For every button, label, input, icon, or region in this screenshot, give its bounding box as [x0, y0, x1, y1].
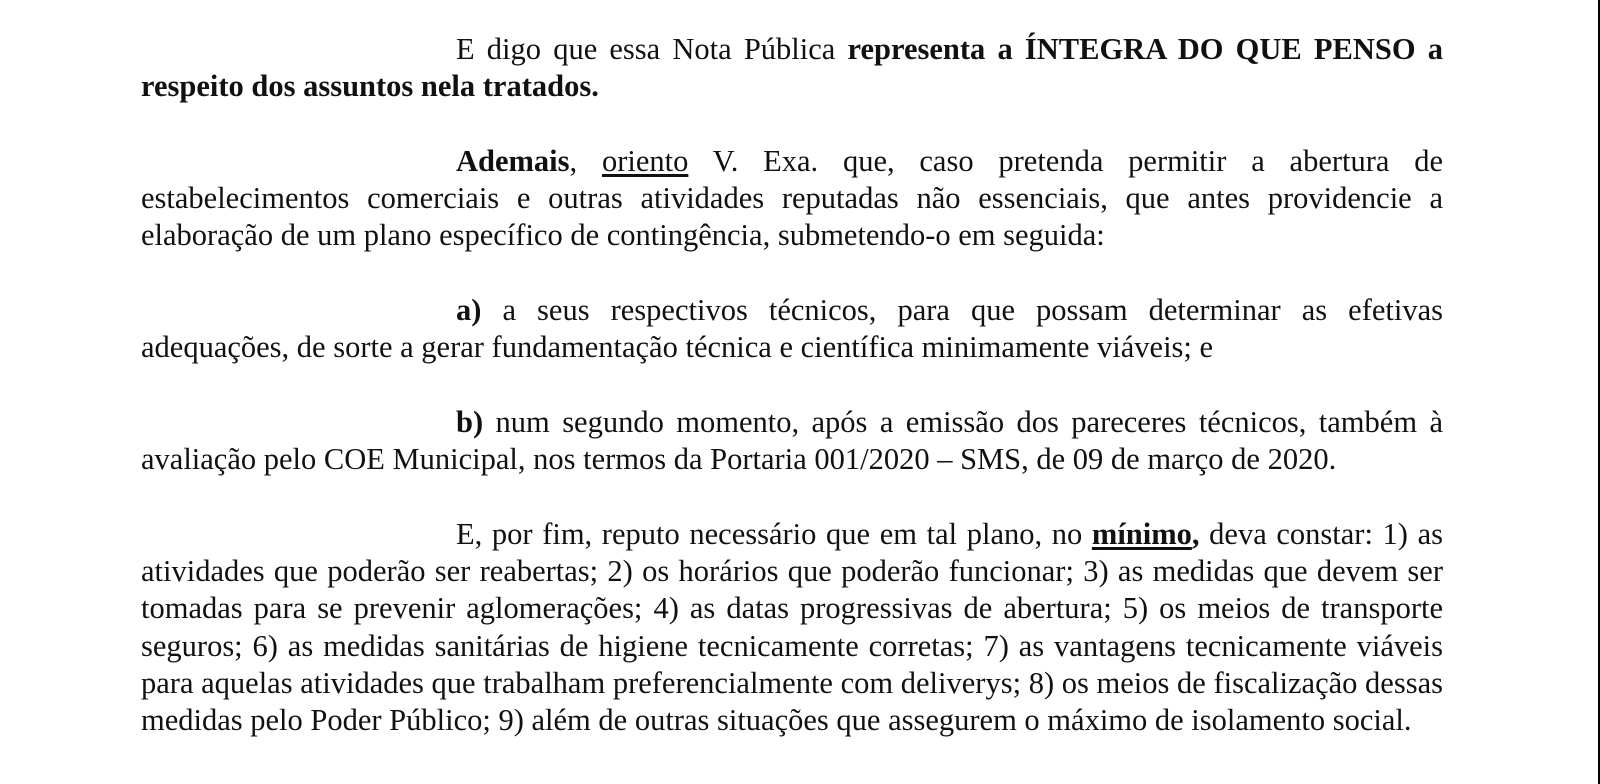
- paragraph-text: ,: [569, 143, 602, 178]
- bold-underlined-text: mínimo: [1091, 516, 1192, 551]
- paragraph-item-b: [141, 404, 1443, 479]
- item-marker: a): [456, 293, 482, 328]
- paragraph-item-a: [141, 292, 1443, 367]
- document-body: [141, 31, 1443, 740]
- bold-text: ,: [1191, 516, 1200, 551]
- underlined-text: oriento: [601, 143, 689, 178]
- paragraph-text: E, por fim, reputo necessário que em tal plano, no: [456, 516, 1092, 551]
- paragraph-text: E digo que essa Nota Pública: [456, 32, 848, 66]
- bold-text: representa a ÍNTEGRA DO QUE PENSO a respeito dos assuntos nela tratados.: [141, 32, 1443, 104]
- paragraph-text: V. Exa. que, caso pretenda permitir a abertura de estabelecimentos comerciais e outras atividades reputadas não essenciais, que antes providencie a elaboração de um plano específico de contingência, submetendo-o em seguida:: [141, 143, 1444, 253]
- paragraph-text: a seus respectivos técnicos, para que possam determinar as efetivas adequações, de sorte a gerar fundamentação técnica e científica minimamente viáveis; e: [141, 293, 1443, 365]
- paragraph-text: num segundo momento, após a emissão dos pareceres técnicos, também à avaliação pelo COE Municipal, nos termos da Portaria 001/2020 – SMS, de 09 de março de 2020.: [141, 404, 1443, 477]
- item-marker: b): [456, 404, 484, 439]
- paragraph-integra: [141, 31, 1443, 106]
- bold-text: Ademais: [456, 143, 570, 178]
- paragraph-ademais: [141, 143, 1443, 255]
- paragraph-text: deva constar: 1) as atividades que poderão ser reabertas; 2) os horários que poderão funcionar; 3) as medidas que devem ser tomadas para se prevenir aglomerações; 4) as datas progressivas de abertura; 5) os meios de transporte seguros; 6) as medidas sanitárias de higiene tecnicamente corretas; 7) as vantagens tecnicamente viáveis para aquelas atividades que trabalham preferencialmente com deliverys; 8) os meios de fiscalização dessas medidas pelo Poder Público; 9) além de outras situações que assegurem o máximo de isolamento social.: [141, 516, 1444, 738]
- paragraph-por-fim: [141, 516, 1443, 740]
